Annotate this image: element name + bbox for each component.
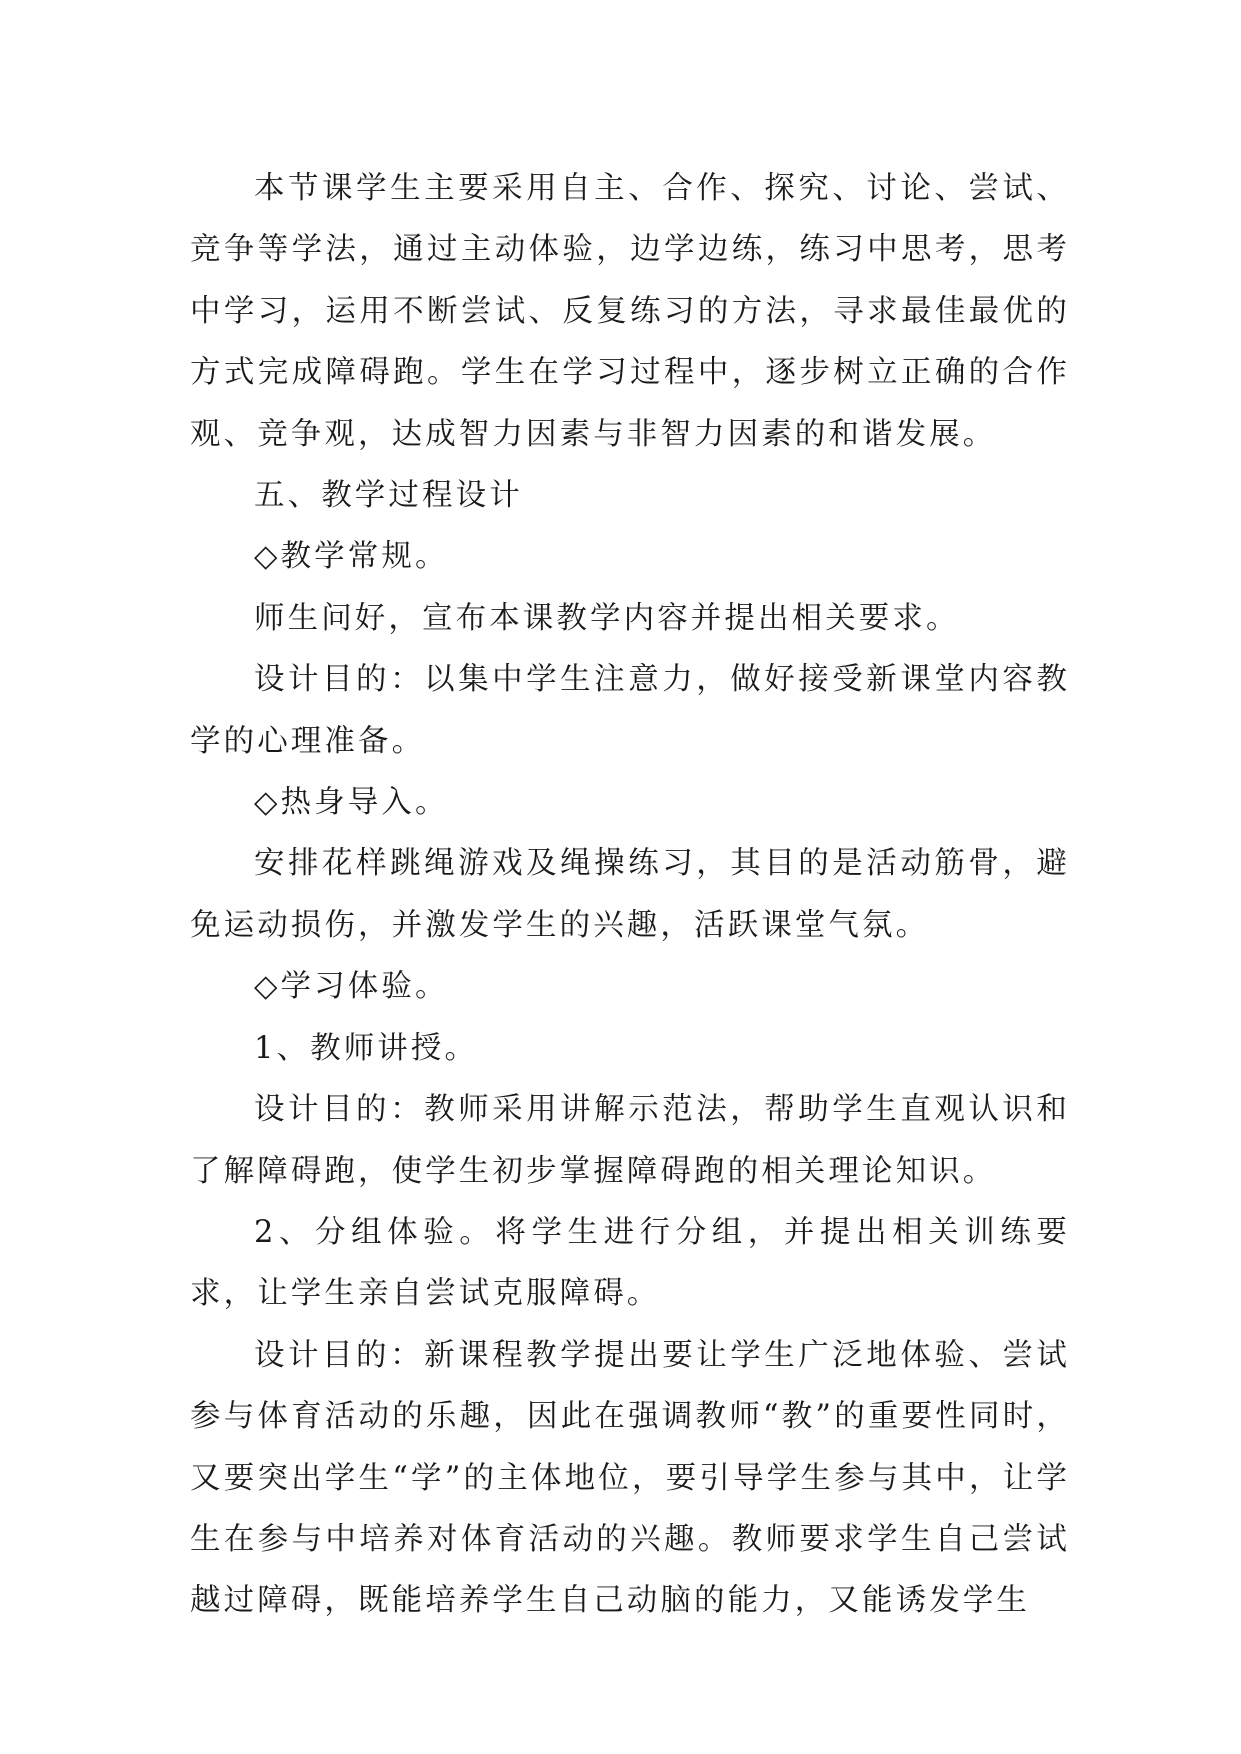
paragraph-design-purpose-2: 设计目的：教师采用讲解示范法，帮助学生直观认识和了解障碍跑，使学生初步掌握障碍跑的相关理论知识。 (190, 1092, 1070, 1189)
document-body (190, 158, 1070, 1632)
paragraph-greeting: 师生问好，宣布本课教学内容并提出相关要求。 (254, 600, 960, 636)
subheading-learning-experience: ◇学习体验。 (254, 969, 449, 1005)
paragraph-design-purpose-1: 设计目的：以集中学生注意力，做好接受新课堂内容教学的心理准备。 (190, 662, 1070, 759)
paragraph-design-purpose-3: 设计目的：新课程教学提出要让学生广泛地体验、尝试参与体育活动的乐趣，因此在强调教师“教”的重要性同时，又要突出学生“学”的主体地位，要引导学生参与其中，让学生在参与中培养对体育活动的兴趣。教师要求学生自己尝试越过障碍，既能培养学生自己动脑的能力，又能诱发学生 (190, 1337, 1070, 1619)
subheading-teaching-routine: ◇教学常规。 (254, 539, 449, 575)
section-heading-teaching-process: 五、教学过程设计 (254, 478, 523, 514)
item-teacher-instruction: 1、教师讲授。 (254, 1030, 479, 1066)
paragraph-learning-methods: 本节课学生主要采用自主、合作、探究、讨论、尝试、竞争等学法，通过主动体验，边学边练，练习中思考，思考中学习，运用不断尝试、反复练习的方法，寻求最佳最优的方式完成障碍跑。学生在学习过程中，逐步树立正确的合作观、竞争观，达成智力因素与非智力因素的和谐发展。 (190, 171, 1070, 452)
item-group-experience: 2、分组体验。将学生进行分组，并提出相关训练要求，让学生亲自尝试克服障碍。 (190, 1214, 1070, 1312)
paragraph-warmup-activities: 安排花样跳绳游戏及绳操练习，其目的是活动筋骨，避免运动损伤，并激发学生的兴趣，活跃课堂气氛。 (190, 846, 1070, 943)
subheading-warmup: ◇热身导入。 (254, 785, 449, 821)
